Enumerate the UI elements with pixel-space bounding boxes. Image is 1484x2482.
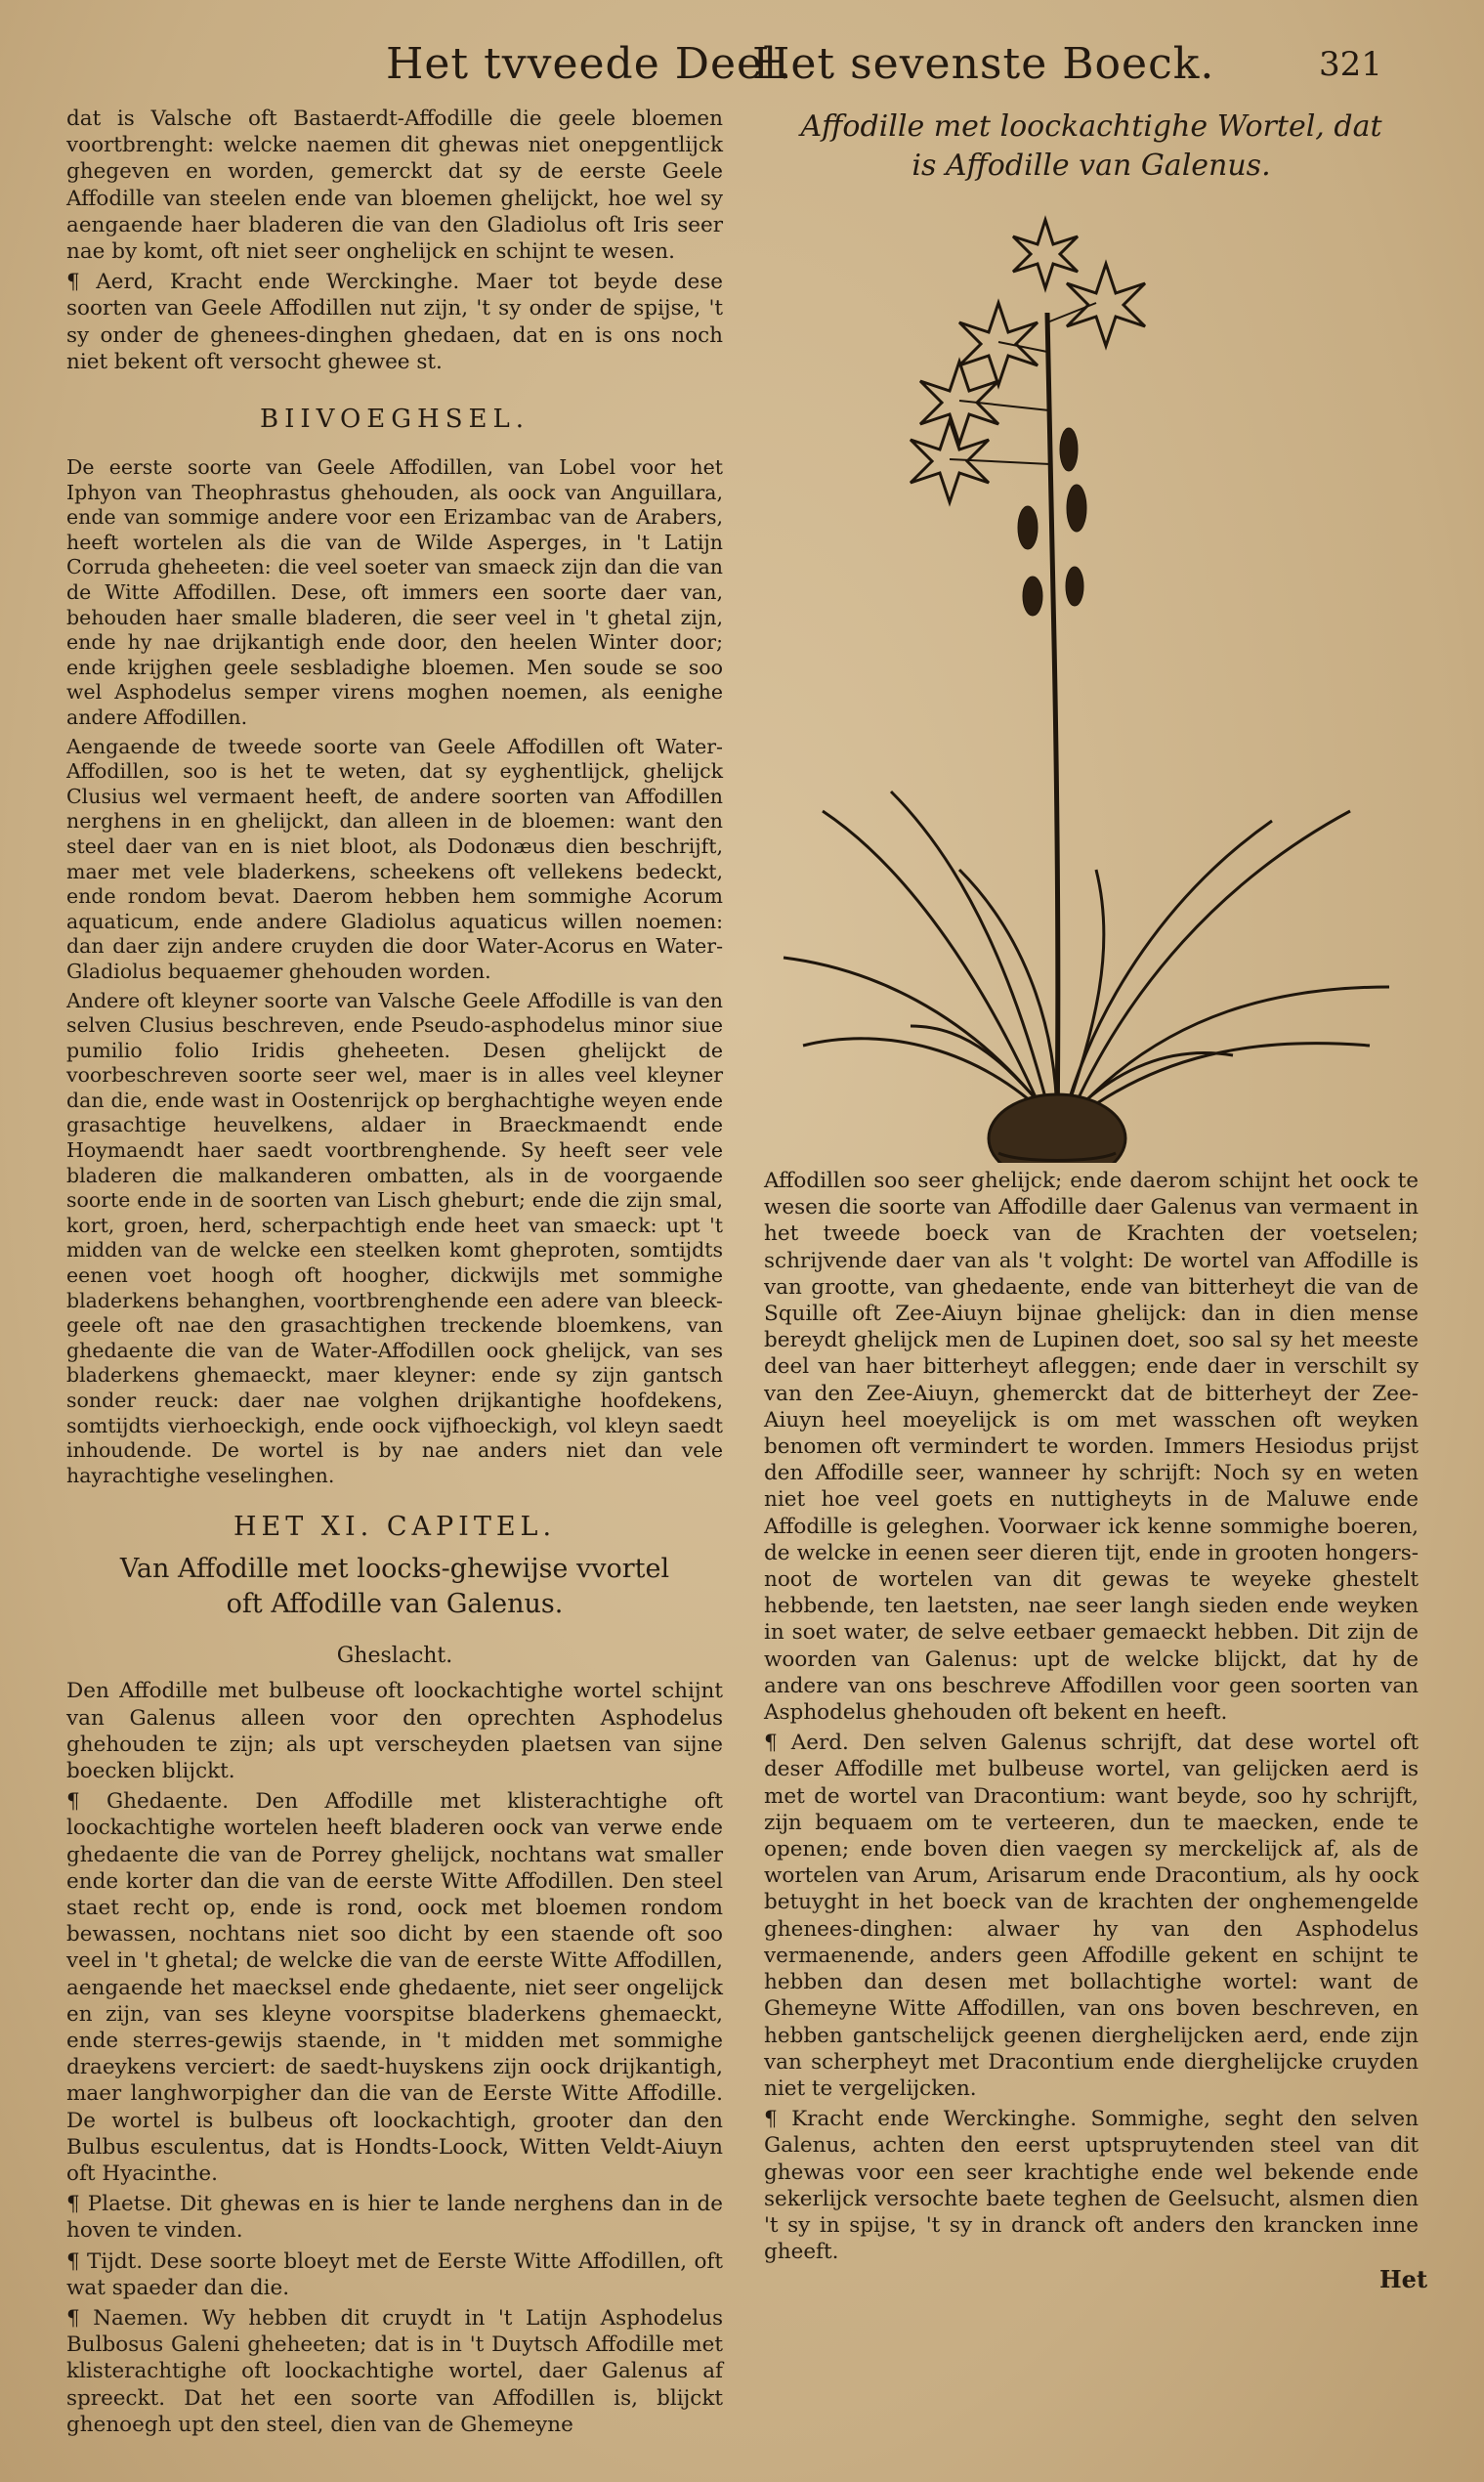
ghedaente-paragraph: ¶ Ghedaente. Den Affodille met klisterachtighe oft loockachtighe wortelen heeft bladeren oock van verwe ende ghedaente die van de Porrey ghelijck, nochtans wat smaller ende korter dan die van de eerste Witte Affodillen. Den steel staet recht op, ende is rond, oock met bloemen rondom bewassen, nochtans niet soo dicht by een staende oft soo veel in 't ghetal; de welcke die van de eerste Witte Affodillen, aengaende het maecksel ende ghedaente, niet seer ongelijck en zijn, van ses kleyne voorspitse bladerkens ghemaeckt, ende sterres-gewijs staende, in 't midden met sommighe draeykens verciert: de saedt-huyskens zijn oock drijkantigh, maer langhworpigher dan die van de Eerste Witte Affodille. De wortel is bulbeus oft loockachtigh, grooter dan den Bulbus esculentus, dat is Hondts-Loock, Witten Veldt-Aiuyn oft Hyacinthe. xyxy=(66,1789,723,2187)
body-paragraph: Affodillen soo seer ghelijck; ende daerom schijnt het oock te wesen die soorte van Affodille daer Galenus van vermaent in het tweede boeck van de Krachten der voetselen; schrijvende daer van als 't volght: De wortel van Affodille is van grootte, van ghedaente, ende van bitterheyt die van de Squille oft Zee-Aiuyn bijnae ghelijck: dan in dien mense bereydt ghelijck men de Lupinen doet, soo sal sy het meeste deel van haer bitterheyt afleggen; ende daer in verschilt sy van den Zee-Aiuyn, ghemerckt dat de bitterheyt der Zee-Aiuyn heel moeyelijck is om met wasschen oft weyken benomen oft vermindert te worden. Immers Hesiodus prijst den Affodille seer, wanneer hy schrijft: Noch sy en weten niet hoe veel goets en nuttigheyts in de Maluwe ende Affodille is geleghen. Voorwaer ick kenne sommighe boeren, de welcke in eenen seer dieren tijt, ende in grooten hongers-noot de wortelen van dit gewas te weyeke ghestelt hebbende, ten laetsten, nae seer langh sieden ende weyken in soet water, de selve eetbaer gemaeckt hebben. Dit zijn de woorden van Galenus: upt de welcke blijckt, dat hy de andere van ons beschreve Affodillen voor geen soorten van Asphodelus ghehouden oft bekent en heeft. xyxy=(764,1169,1419,1726)
bijvoegsel-paragraph: Andere oft kleyner soorte van Valsche Geele Affodille is van den selven Clusius beschreven, ende Pseudo-asphodelus minor siue pumilio folio Iridis gheheeten. Desen ghelijckt de voorbeschreven soorte seer wel, maer is in alles veel kleyner dan die, ende wast in Oostenrijck op berghachtighe weyen ende grasachtige heuvelkens, aldaer in Braeckmaendt ende Hoymaendt haer saedt voortbrenghende. Sy heeft seer vele bladeren die malkanderen ombatten, als in de voorgaende soorte ende in de soorten van Lisch gheburt; ende die zijn smal, kort, groen, herd, scherpachtigh ende heet van smaeck: upt 't midden van de welcke een steelken komt gheproten, somtijdts eenen voet hoogh oft hoogher, dickwijls met sommighe bladerkens behanghen, voortbrenghende een adere van bleeck-geele oft nae den grasachtighen treckende bloemkens, van ghedaente die van de Water-Affodillen oock ghelijck, van ses bladerkens ghemaeckt, maer kleyner: ende sy zijn gantsch sonder reuck: daer nae volghen drijkantighe hoofdekens, somtijdts vierhoeckigh, ende oock vijfhoeckigh, vol kleyn saedt inhoudende. De wortel is by nae anders niet dan vele hayrachtighe veselinghen. xyxy=(66,988,723,1487)
right-column xyxy=(764,107,1419,1163)
chapter-heading: HET XI. CAPITEL. xyxy=(233,1512,557,1543)
aerd-paragraph: ¶ Aerd. Den selven Galenus schrijft, dat dese wortel oft deser Affodille met bulbeuse wortel, van gelijcken aerd is met de wortel van Dracontium: want beyde, soo hy schrijft, zijn bequaem om te verteeren, dun te maecken, ende te openen; ende boven dien vaegen sy merckelijck af, als de wortelen van Arum, Arisarum ende Dracontium, als hy oock betuyght in het boeck van de krachten der onghemengelde ghenees-dinghen: alwaer hy van den Asphodelus vermaenende, anders geen Affodille gekent en schijnt te hebben dan desen met bollachtighe wortel: want de Ghemeyne Witte Affodillen, van ons boven beschreven, en hebben gantschelijck geenen dierghelijcken aerd, ende zijn van scherpheyt met Dracontium ende dierghelijcke cruyden niet te vergelijcken. xyxy=(764,1731,1419,2101)
chapter-subtitle xyxy=(66,1552,723,1622)
geslacht-paragraph: Den Affodille met bulbeuse oft loockachtighe wortel schijnt van Galenus alleen voor den oprechten Asphodelus ghehouden te zijn; als upt verscheyden plaetsen van sijne boecken blijckt. xyxy=(66,1679,723,1783)
chapter-subtitle-line: oft Affodille van Galenus. xyxy=(226,1589,564,1620)
figure-caption-line: is Affodille van Galenus. xyxy=(912,149,1271,183)
plaetse-paragraph: ¶ Plaetse. Dit ghewas en is hier te lande nerghens dan in de hoven te vinden. xyxy=(66,2192,723,2244)
geslacht-heading: Gheslacht. xyxy=(336,1644,453,1669)
plant-woodcut xyxy=(764,186,1419,1163)
intro-paragraph: dat is Valsche oft Bastaerdt-Affodille die geele bloemen voortbrenght: welcke naemen dit ghewas niet onepgentlijck ghegeven en worden, gemerckt dat sy de eerste Geele Affodille van steelen ende van bloemen ghelijckt, hoe wel sy aengaende haer bladeren die van den Gladiolus oft Iris seer nae by komt, oft niet seer onghelijck en schijnt te wesen. xyxy=(66,107,723,265)
asphodel-bulb-illustration xyxy=(764,186,1419,1163)
kracht-paragraph: ¶ Kracht ende Werckinghe. Sommighe, seght den selven Galenus, achten den eerst uptspruytenden steel van dit ghewas voor een seer krachtighe ende wel bekende ende sekerlijck versochte baete teghen de Geelsucht, alsmen dien 't sy in spijse, 't sy in dranck oft anders den krancken inne gheeft. xyxy=(764,2107,1419,2265)
page-number: 321 xyxy=(1319,45,1382,84)
running-header xyxy=(0,39,1484,107)
right-body-text xyxy=(764,1168,1419,2269)
header-book-title: Het sevenste Boeck. xyxy=(752,39,1215,89)
naemen-paragraph: ¶ Naemen. Wy hebben dit cruydt in 't Latijn Asphodelus Bulbosus Galeni gheheeten; dat is in 't Duytsch Affodille met klisterachtighe oft loockachtighe wortel, daer Galenus af spreeckt. Dat het een soorte van Affodillen is, blijckt ghenoegh upt den steel, dien van de Ghemeyne xyxy=(66,2306,723,2437)
figure-caption-line: Affodille met loockachtighe Wortel, dat xyxy=(800,109,1382,144)
bijvoegsel-paragraph: De eerste soorte van Geele Affodillen, van Lobel voor het Iphyon van Theophrastus ghehouden, als oock van Anguillara, ende van sommige andere voor een Erizambac van de Arabers, heeft wortelen als die van de Wilde Asperges, in 't Latijn Corruda gheheeten: die veel soeter van smaeck zijn dan die van de Witte Affodillen. Dese, oft immers een soorte daer van, behouden haer smalle bladeren, die seer veel in 't ghetal zijn, ende hy nae drijkantigh ende door, den heelen Winter door; ende krijghen geele sesbladighe bloemen. Men soude se soo wel Asphodelus semper virens moghen noemen, als eenighe andere Affodillen. xyxy=(66,455,723,729)
intro-paragraph: ¶ Aerd, Kracht ende Werckinghe. Maer tot beyde dese soorten van Geele Affodillen nut zijn, 't sy onder de spijse, 't sy onder de ghenees-dinghen ghedaen, dat en is ons noch niet bekent oft versocht ghewee st. xyxy=(66,270,723,374)
catchword: Het xyxy=(1379,2265,1428,2293)
bijvoegsel-paragraph: Aengaende de tweede soorte van Geele Affodillen oft Water-Affodillen, soo is het te weten, dat sy eyghentlijck, ghelijck Clusius wel vermaent heeft, de andere soorten van Affodillen nerghens in en ghelijckt, dan alleen in de bloemen: want den steel daer van en is niet bloot, als Dodonæus dien beschrijft, maer met vele bladerkens, scheekens oft vellekens bedeckt, ende rondom bevat. Daerom hebben hem sommighe Acorum aquaticum, ende andere Gladiolus aquaticus willen noemen: dan daer zijn andere cruyden die door Water-Acorus en Water-Gladiolus bequaemer ghehouden worden. xyxy=(66,734,723,983)
tijdt-paragraph: ¶ Tijdt. Dese soorte bloeyt met de Eerste Witte Affodillen, oft wat spaeder dan die. xyxy=(66,2248,723,2300)
chapter-subtitle-line: Van Affodille met loocks-ghewijse vvortel xyxy=(119,1554,670,1585)
left-column xyxy=(66,106,723,2442)
bijvoegsel-heading: BIIVOEGHSEL. xyxy=(259,405,530,435)
header-part-title: Het tvveede Deel. xyxy=(386,39,793,89)
